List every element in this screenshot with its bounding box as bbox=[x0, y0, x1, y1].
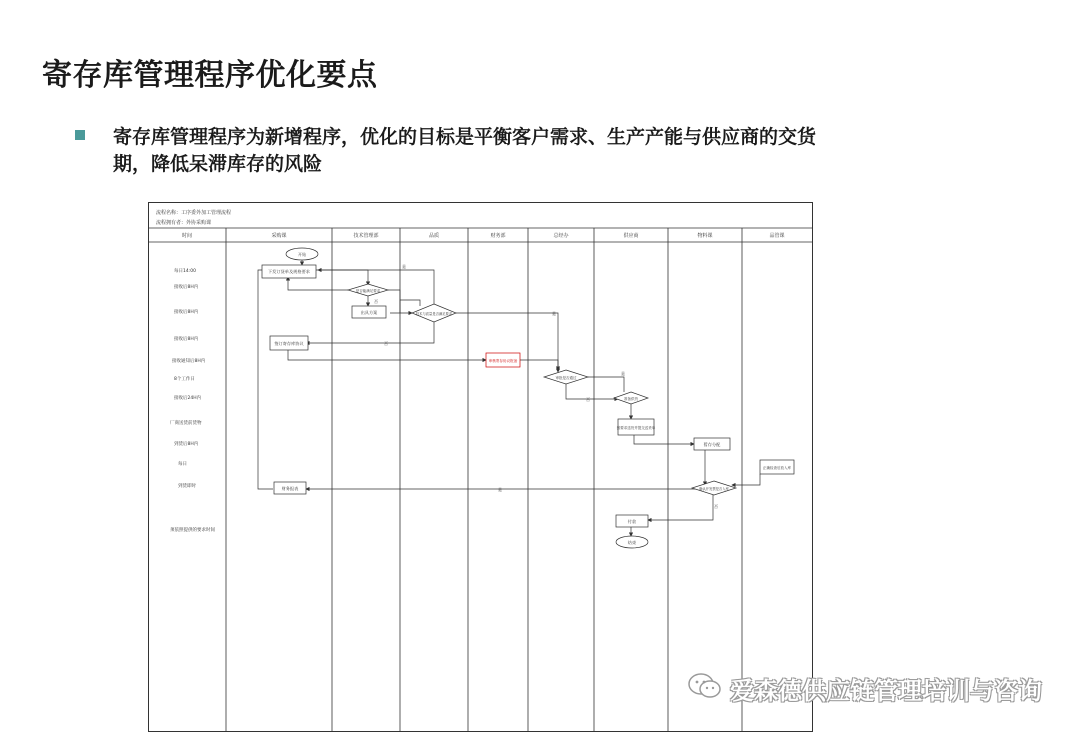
flowchart-owner: 流程拥有者：外协采购课 bbox=[156, 220, 212, 226]
no-tag: 否 bbox=[384, 341, 388, 346]
decision-label: 准备供货 bbox=[624, 397, 638, 401]
yes-tag: 是 bbox=[552, 311, 556, 316]
lane-header-time: 时间 bbox=[181, 233, 193, 239]
lane-header-material: 物料课 bbox=[697, 233, 713, 239]
wechat-icon bbox=[688, 672, 722, 704]
row-label: 每日 bbox=[178, 462, 187, 467]
row-label: 厂商送货前货物 bbox=[170, 421, 202, 426]
decision-label: 是否能满足要求 bbox=[355, 289, 381, 293]
flowchart-name: 流程名称：工序委外加工管理流程 bbox=[156, 210, 232, 216]
row-label: 接收后8H内 bbox=[174, 310, 199, 315]
decision-label: 确认开发票是否入库 bbox=[699, 487, 729, 491]
no-tag: 否 bbox=[374, 299, 378, 304]
row-label: 8个工作日 bbox=[174, 377, 195, 382]
bullet-marker bbox=[75, 130, 85, 140]
process-label: 财务报表 bbox=[281, 486, 299, 491]
lane-header-supplier: 供应商 bbox=[623, 233, 639, 239]
lane-header-gm: 总经办 bbox=[553, 233, 569, 239]
no-tag: 否 bbox=[714, 504, 718, 509]
row-label: 到货即时 bbox=[178, 484, 196, 489]
start-label: 开始 bbox=[297, 252, 307, 257]
process-label: 出具方案 bbox=[360, 310, 378, 315]
yes-tag: 是 bbox=[621, 371, 625, 376]
end-label: 结束 bbox=[627, 540, 637, 545]
row-label: 每日14:00 bbox=[174, 269, 196, 274]
page-title: 寄存库管理程序优化要点 bbox=[42, 58, 378, 93]
watermark bbox=[688, 672, 1042, 704]
highlighted-process-label: 审核寄存协议报备 bbox=[488, 359, 518, 363]
process-label: 签订寄存库协议 bbox=[274, 341, 304, 346]
decision-label: 技术与质量是否满足要求 bbox=[415, 312, 453, 316]
row-label: 到货后8H内 bbox=[174, 442, 199, 447]
decision-label: 审批是否通过 bbox=[555, 376, 577, 380]
no-tag: 否 bbox=[586, 397, 590, 402]
process-label: 暂存分配 bbox=[703, 442, 721, 447]
process-flowchart bbox=[148, 202, 813, 732]
lane-header-tech: 技术管理部 bbox=[353, 233, 379, 239]
yes-tag: 是 bbox=[498, 487, 502, 492]
lane-header-quality: 品质 bbox=[428, 233, 440, 239]
lane-header-finance: 财务部 bbox=[490, 233, 506, 239]
bullet-text: 寄存库管理程序为新增程序，优化的目标是平衡客户需求、生产产能与供应商的交货期，降低呆滞库存的风险 bbox=[113, 126, 817, 175]
process-label: 付款 bbox=[627, 519, 637, 524]
row-label: 接收后24H内 bbox=[174, 396, 202, 401]
row-label: 须依照提供的要求时间 bbox=[170, 528, 215, 533]
row-label: 接收通知后8H内 bbox=[172, 359, 206, 364]
process-label: 下发订货单及规格要求 bbox=[268, 269, 310, 274]
yes-tag: 是 bbox=[402, 264, 406, 269]
lane-header-qc: 品管课 bbox=[769, 233, 785, 239]
row-label: 接收后8H内 bbox=[174, 285, 199, 290]
watermark-text: 爱森德供应链管理培训与咨询 bbox=[730, 676, 1042, 705]
row-label: 接收后8H内 bbox=[174, 337, 199, 342]
flowchart-frame bbox=[149, 203, 813, 732]
process-label: 正确检查后放入库 bbox=[763, 466, 791, 470]
lane-header-purchasing: 采购课 bbox=[271, 233, 287, 239]
process-label: 按要求送货并提交送货单 bbox=[616, 426, 656, 430]
